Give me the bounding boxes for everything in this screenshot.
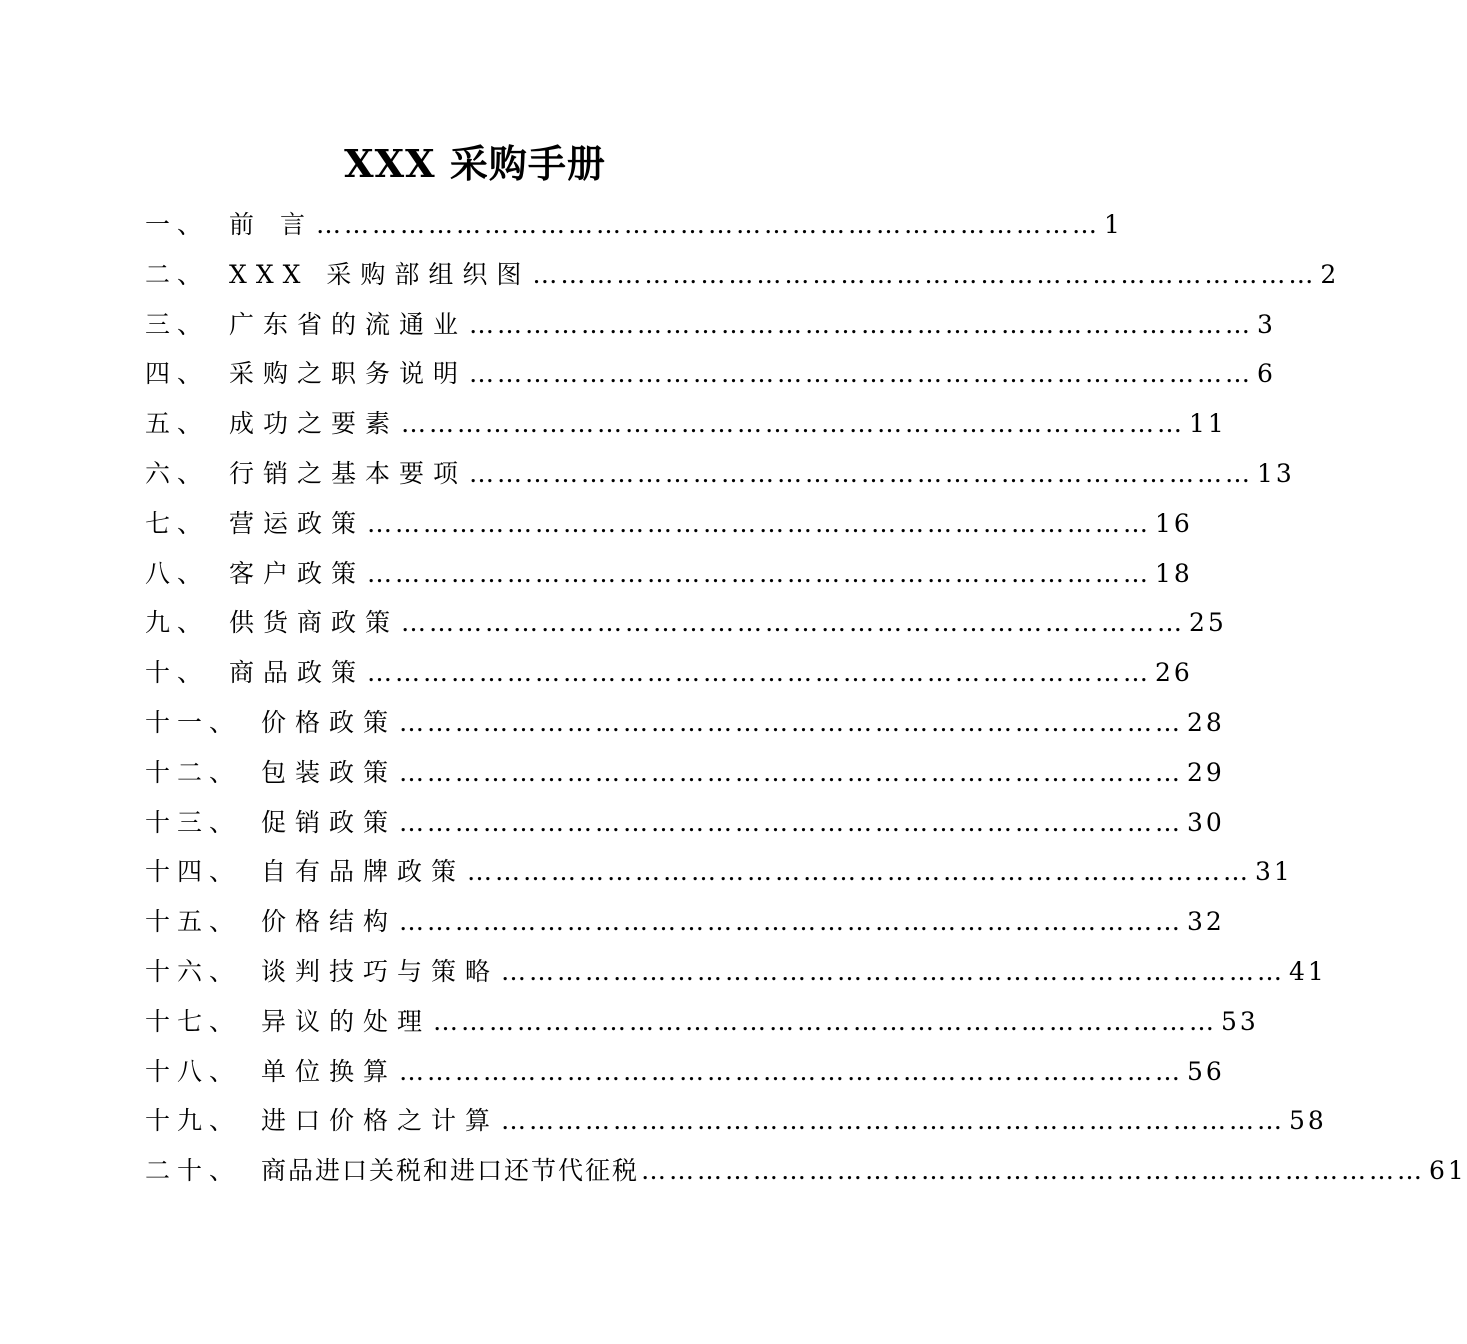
toc-entry-page: 30 [1187,807,1225,837]
toc-entry-number: 十七、 [145,1006,242,1036]
toc-entry-number: 十一、 [145,707,242,737]
toc-leader-dots: ………………………………………………………………………… [433,1006,1218,1036]
toc-entry-page: 25 [1189,608,1227,638]
toc-leader-dots: ………………………………………………………………………… [399,1056,1184,1086]
toc-entry-title: 行销之基本要项 [229,458,468,488]
toc-entry [145,300,1276,350]
toc-leader-dots: ………………………………………………………………………… [367,508,1152,538]
toc-entry-page: 31 [1255,857,1293,887]
toc-leader-dots: ………………………………………………………………………… [501,956,1286,986]
toc-leader-dots: ………………………………………………………………………… [532,259,1317,289]
toc-leader-dots: ………………………………………………………………………… [401,608,1186,638]
toc-entry-number: 十五、 [145,907,242,937]
toc-entry-number: 十四、 [145,857,242,887]
toc-entry-page: 11 [1189,409,1227,439]
toc-entry-page: 6 [1257,359,1276,389]
toc-leader-dots: ………………………………………………………………………… [399,757,1184,787]
toc-entry-title: XXX 采购部组织图 [229,259,531,289]
toc-entry-page: 58 [1289,1106,1327,1136]
toc-entry [145,399,1227,449]
toc-entry-title: 单位换算 [261,1056,398,1086]
toc-entry-number: 十三、 [145,807,242,837]
toc-entry-number: 十二、 [145,757,242,787]
toc-leader-dots: ………………………………………………………………………… [399,907,1184,937]
toc-entry-number: 十九、 [145,1106,242,1136]
toc-entry-page: 18 [1155,558,1193,588]
toc-entry [145,349,1276,399]
toc-entry-title: 广东省的流通业 [229,309,468,339]
toc-entry-page: 16 [1155,508,1193,538]
toc-entry [145,1096,1327,1146]
toc-leader-dots: ………………………………………………………………………… [469,309,1254,339]
toc-entry [145,698,1225,748]
toc-entry-title: 异议的处理 [261,1006,432,1036]
toc-entry [145,1146,1467,1196]
toc-entry-title: 前 言 [229,210,314,239]
toc-entry [145,847,1293,897]
toc-entry-title: 促销政策 [261,807,398,837]
toc-entry [145,1047,1225,1097]
toc-entry-number: 三、 [145,309,210,339]
toc-entry [145,798,1225,848]
toc-entry [145,997,1259,1047]
toc-entry-page: 32 [1187,907,1225,937]
document-title: XXX 采购手册 [344,141,606,186]
toc-leader-dots: ………………………………………………………………………… [401,409,1186,439]
toc-entry-number: 七、 [145,508,210,538]
toc-leader-dots: ………………………………………………………………………… [367,558,1152,588]
toc-entry [145,748,1225,798]
toc-entry [145,250,1340,300]
toc-entry [145,549,1193,599]
toc-leader-dots: ………………………………………………………………………… [469,359,1254,389]
toc-entry-number: 一、 [145,210,210,239]
toc-entry-page: 28 [1187,707,1225,737]
toc-leader-dots: ………………………………………………………………………… [399,807,1184,837]
toc-entry-title: 商品进口关税和进口还节代征税 [261,1156,640,1186]
toc-entry-title: 成功之要素 [229,409,400,439]
toc-leader-dots: ………………………………………………………………………… [467,857,1252,887]
toc-entry-title: 谈判技巧与策略 [261,956,500,986]
toc-leader-dots: ………………………………………………………………………… [469,458,1254,488]
toc-leader-dots: ………………………………………………………………………… [501,1106,1286,1136]
table-of-contents [145,200,1467,1196]
toc-entry-number: 八、 [145,558,210,588]
toc-entry-page: 3 [1257,309,1276,339]
toc-entry-number: 六、 [145,458,210,488]
toc-entry-page: 61 [1429,1156,1467,1186]
toc-entry-page: 29 [1187,757,1225,787]
toc-entry [145,449,1295,499]
toc-entry-title: 自有品牌政策 [261,857,466,887]
toc-entry-page: 53 [1221,1006,1259,1036]
toc-leader-dots: ………………………………………………………………………… [399,707,1184,737]
toc-entry-title: 客户政策 [229,558,366,588]
toc-entry-title: 进口价格之计算 [261,1106,500,1136]
toc-entry [145,598,1227,648]
toc-entry-number: 二、 [145,259,210,289]
toc-entry-number: 二十、 [145,1156,242,1186]
toc-entry [145,499,1193,549]
toc-entry [145,947,1327,997]
toc-entry-page: 13 [1257,458,1295,488]
toc-entry-page: 2 [1320,259,1340,289]
toc-entry-number: 十八、 [145,1056,242,1086]
toc-entry-title: 包装政策 [261,757,398,787]
toc-entry-number: 十六、 [145,956,242,986]
toc-entry-title: 价格政策 [261,707,398,737]
toc-leader-dots: ………………………………………………………………………… [315,210,1100,239]
toc-entry-page: 56 [1187,1056,1225,1086]
toc-entry-page: 41 [1289,956,1327,986]
toc-entry-title: 价格结构 [261,907,398,937]
toc-entry [145,648,1193,698]
toc-entry-title: 采购之职务说明 [229,359,468,389]
toc-entry-number: 五、 [145,409,210,439]
toc-entry-page: 26 [1155,658,1193,688]
toc-entry [145,200,1123,250]
toc-entry-title: 营运政策 [229,508,366,538]
toc-leader-dots: ………………………………………………………………………… [641,1156,1426,1186]
toc-entry-number: 九、 [145,608,210,638]
toc-entry-title: 商品政策 [229,658,366,688]
toc-entry [145,897,1225,947]
toc-entry-title: 供货商政策 [229,608,400,638]
toc-leader-dots: ………………………………………………………………………… [367,658,1152,688]
toc-entry-number: 十、 [145,658,210,688]
toc-entry-page: 1 [1103,210,1123,239]
toc-entry-number: 四、 [145,359,210,389]
